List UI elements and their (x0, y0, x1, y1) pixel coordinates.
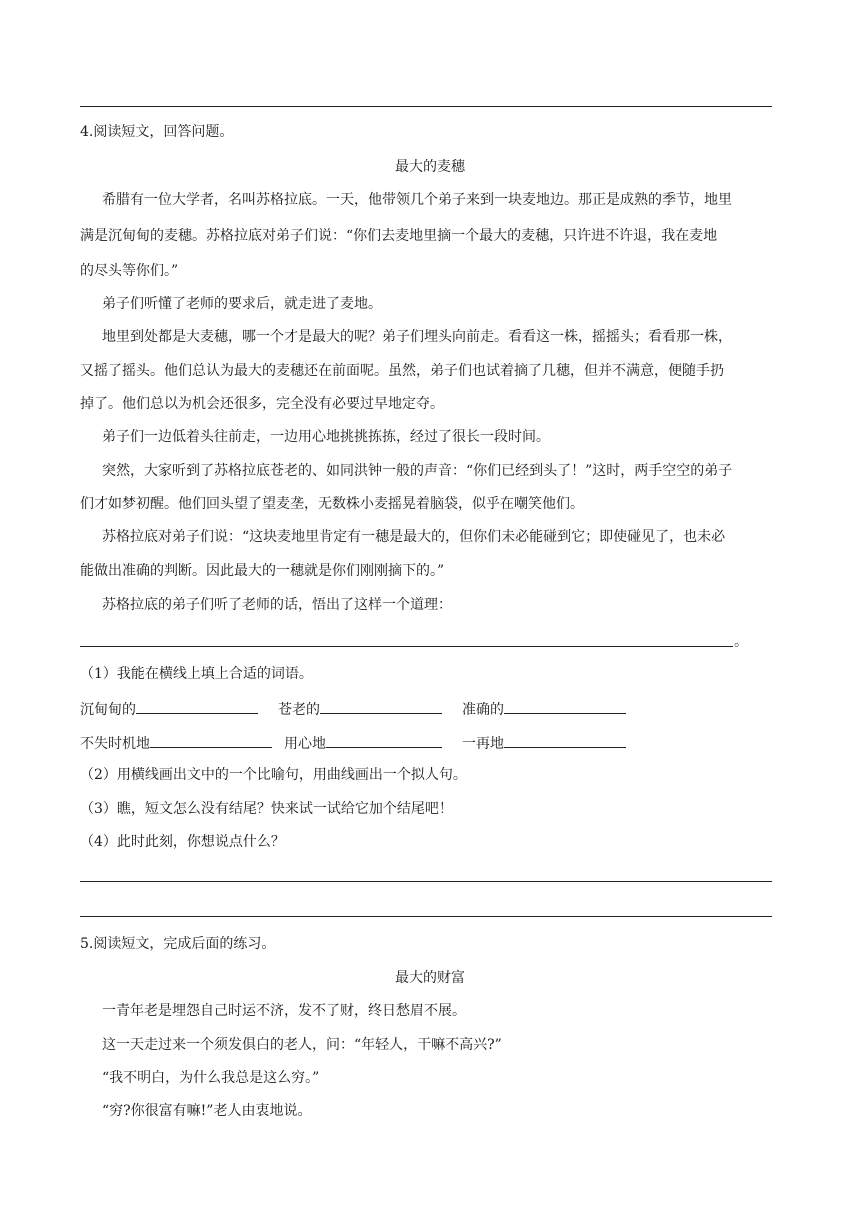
fill-row-2 (80, 731, 626, 754)
fill-row-1 (80, 697, 626, 720)
q5-heading: 5.阅读短文，完成后面的练习。 (80, 936, 276, 952)
q5-paragraph-line: “我不明白，为什么我总是这么穷。” (102, 1070, 320, 1086)
q4-paragraph-line: 弟子们一边低着头往前走，一边用心地挑挑拣拣，经过了很长一段时间。 (102, 429, 550, 445)
answer-line[interactable] (80, 916, 772, 917)
fill-prompt: 用心地 (284, 736, 326, 752)
q4-paragraph-line: 地里到处都是大麦穗，哪一个才是最大的呢？弟子们埋头向前走。看看这一株，摇摇头；看看那一株， (102, 329, 732, 345)
top-divider (80, 106, 772, 107)
q5-title: 最大的财富 (395, 970, 465, 986)
q5-paragraph-line: “穷?你很富有嘛!”老人由衷地说。 (102, 1103, 312, 1119)
fill-blank[interactable] (504, 731, 626, 748)
fill-prompt: 一再地 (462, 736, 504, 752)
q4-paragraph-line: 希腊有一位大学者，名叫苏格拉底。一天，他带领几个弟子来到一块麦地边。那正是成熟的季节，地里 (102, 192, 732, 208)
q4-paragraph-line: 能做出准确的判断。因此最大的一穗就是你们刚刚摘下的。” (80, 563, 445, 579)
fill-blank[interactable] (320, 697, 442, 714)
answer-line[interactable] (80, 881, 772, 882)
q4-sub-question-3: （3）瞧，短文怎么没有结尾？快来试一试给它加个结尾吧！ (80, 801, 453, 817)
fill-prompt: 沉甸甸的 (80, 702, 136, 718)
fill-prompt: 不失时机地 (80, 736, 150, 752)
q4-paragraph-line: 苏格拉底的弟子们听了老师的话，悟出了这样一个道理： (102, 597, 452, 613)
answer-end-mark: 。 (734, 634, 748, 650)
q4-paragraph-line: 满是沉甸甸的麦穗。苏格拉底对弟子们说：“你们去麦地里摘一个最大的麦穗，只许进不许退，我在麦地 (80, 228, 718, 244)
q5-paragraph-line: 一青年老是埋怨自己时运不济，发不了财，终日愁眉不展。 (102, 1003, 466, 1019)
fill-blank[interactable] (150, 731, 272, 748)
q4-paragraph-line: 又摇了摇头。他们总认为最大的麦穗还在前面呢。虽然，弟子们也试着摘了几穗，但并不满意，便随手扔 (80, 363, 724, 379)
q4-paragraph-line: 掉了。他们总以为机会还很多，完全没有必要过早地定夺。 (80, 396, 444, 412)
fill-blank[interactable] (504, 697, 626, 714)
q4-heading: 4.阅读短文，回答问题。 (80, 124, 234, 140)
q4-title: 最大的麦穗 (395, 159, 465, 175)
q4-paragraph-line: 们才如梦初醒。他们回头望了望麦垄，无数株小麦摇晃着脑袋，似乎在嘲笑他们。 (80, 496, 584, 512)
q4-paragraph-line: 突然，大家听到了苏格拉底苍老的、如同洪钟一般的声音：“你们已经到头了！”这时，两手空空的弟子 (102, 463, 733, 479)
q4-sub-question-1: （1）我能在横线上填上合适的词语。 (80, 666, 313, 682)
q4-paragraph-line: 弟子们听懂了老师的要求后，就走进了麦地。 (102, 296, 382, 312)
fill-prompt: 准确的 (462, 702, 504, 718)
answer-blank-line[interactable] (80, 646, 733, 647)
q5-paragraph-line: 这一天走过来一个须发俱白的老人，问：“年轻人，干嘛不高兴?” (102, 1037, 502, 1053)
q4-paragraph-line: 苏格拉底对弟子们说：“这块麦地里肯定有一穗是最大的，但你们未必能碰到它；即使碰见了，也未必 (102, 529, 726, 545)
fill-prompt: 苍老的 (278, 702, 320, 718)
q4-sub-question-4: （4）此时此刻，你想说点什么？ (80, 834, 285, 850)
fill-blank[interactable] (136, 697, 258, 714)
q4-paragraph-line: 的尽头等你们。” (80, 263, 179, 279)
q4-sub-question-2: （2）用横线画出文中的一个比喻句，用曲线画出一个拟人句。 (80, 767, 467, 783)
fill-blank[interactable] (326, 731, 442, 748)
